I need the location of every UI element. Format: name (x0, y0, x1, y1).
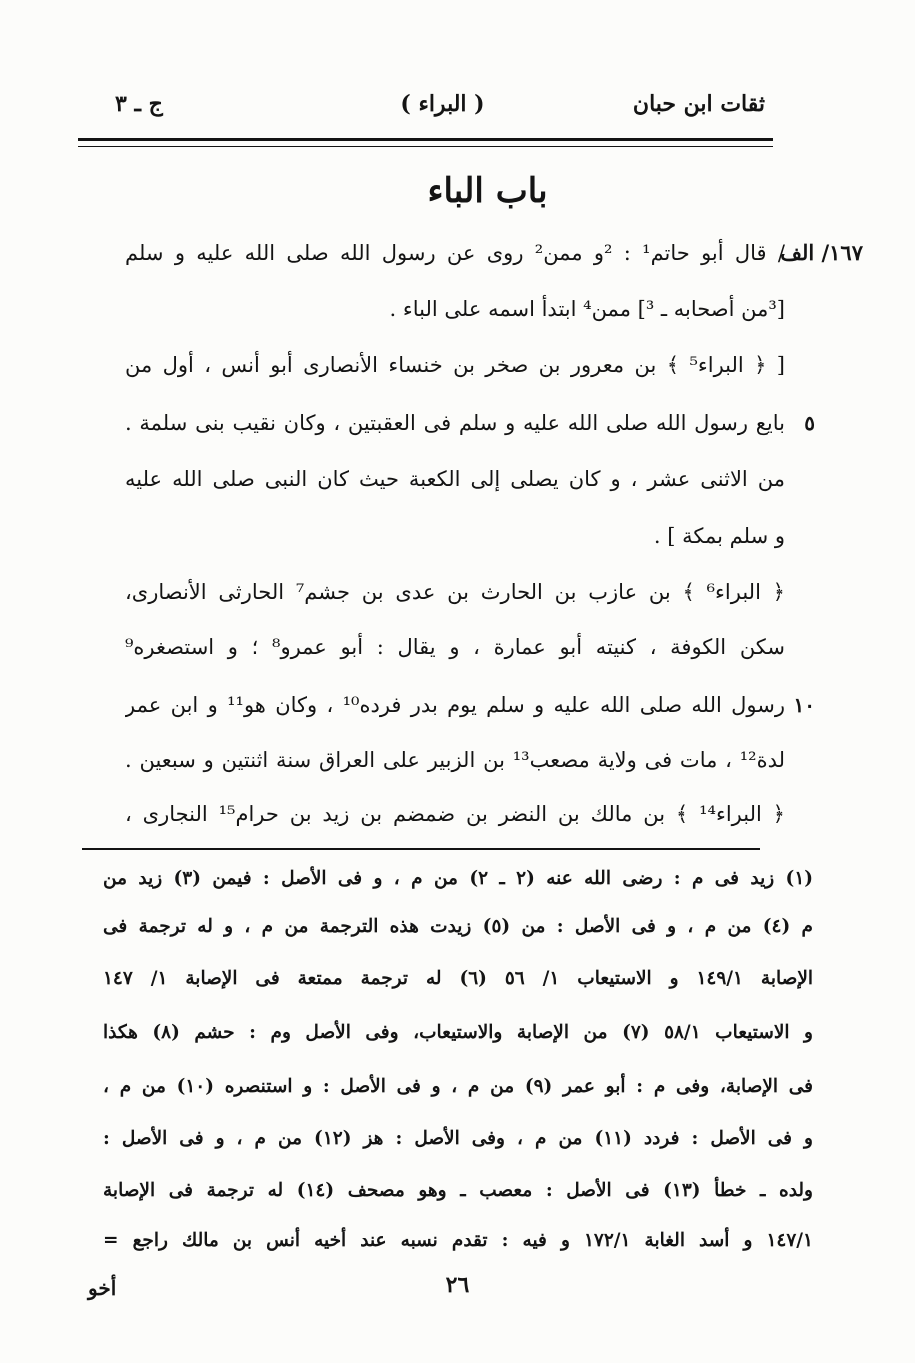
footnote-line: الإصابة ١٤٩/١ و الاستيعاب ١/ ٥٦ (٦) له ترجمة ممتعة فى الإصابة ١/ ١٤٧ (103, 968, 813, 989)
running-head-section: ( البراء ) (400, 91, 485, 117)
footnote-line: و فى الأصل : فردد (١١) من م ، وفى الأصل : هز (١٢) من م ، و فى الأصل : (103, 1128, 813, 1149)
line-number-5: ٥ (804, 411, 815, 435)
footnote-line: (١) زيد فى م : رضى الله عنه (٢ ـ ٢) من م ، و فى الأصل : فيمن (٣) زيد من (103, 868, 813, 889)
running-head-book-title: ثقات ابن حبان (632, 91, 765, 117)
footnote-line: م (٤) من م ، و فى الأصل : من (٥) زيدت هذه الترجمة من م ، و له ترجمة فى (103, 916, 813, 937)
body-line: [³من أصحابه ـ ³] ممن⁴ ابتدأ اسمه على الباء . (389, 297, 785, 321)
running-head-volume: ج ـ ٣ (115, 91, 163, 117)
body-line: ﴿ البراء¹⁴ ﴾ بن مالك بن النضر بن ضمضم بن زيد بن حرام¹⁵ النجارى ، (125, 802, 785, 826)
folio-marker: ١٦٧/ الف (780, 240, 863, 265)
footnote-line: فى الإصابة، وفى م : أبو عمر (٩) من م ، و فى الأصل : و استنصره (١٠) من م ، (103, 1076, 813, 1097)
body-line: ﴿ البراء⁶ ﴾ بن عازب بن الحارث بن عدى بن جشم⁷ الحارثى الأنصارى، (125, 580, 785, 604)
body-line: من الاثنى عشر ، و كان يصلى إلى الكعبة حيث كان النبى صلى الله عليه (125, 467, 785, 491)
body-line: رسول الله صلى الله عليه و سلم يوم بدر فرده¹⁰ ، وكان هو¹¹ و ابن عمر (125, 693, 785, 717)
page-number: ٢٦ (445, 1272, 470, 1298)
footnote-line: ١٤٧/١ و أسد الغابة ١٧٢/١ و فيه : تقدم نسبه عند أخيه أنس بن مالك راجع = (103, 1230, 813, 1251)
body-line: لدة¹² ، مات فى ولاية مصعب¹³ بن الزبير على العراق سنة اثنتين و سبعين . (125, 748, 785, 772)
header-rule-thick (78, 138, 773, 141)
body-line: بايع رسول الله صلى الله عليه و سلم فى العقبتين ، وكان نقيب بنى سلمة . (125, 411, 785, 435)
footnote-line: و الاستيعاب ٥٨/١ (٧) من الإصابة والاستيعاب، وفى الأصل وم : حشم (٨) هكذا (103, 1022, 813, 1043)
body-line: / قال أبو حاتم¹ : ²و ممن² روى عن رسول الله صلى الله عليه و سلم (125, 241, 785, 265)
catchword: أخو (88, 1276, 117, 1300)
body-line: سكن الكوفة ، كنيته أبو عمارة ، و يقال : أبو عمرو⁸ ؛ و استصغره⁹ (125, 635, 785, 659)
body-line: و سلم بمكة ] . (653, 524, 785, 548)
body-line: [ ﴿ البراء⁵ ﴾ بن معرور بن صخر بن خنساء الأنصارى أبو أنس ، أول من (125, 353, 785, 377)
footnote-line: ولده ـ خطأ (١٣) فى الأصل : معصب ـ وهو مصحف (١٤) له ترجمة فى الإصابة (103, 1180, 813, 1201)
footnote-separator (82, 848, 760, 850)
header-rule-thin (78, 146, 773, 147)
chapter-title: باب الباء (427, 171, 548, 211)
line-number-10: ١٠ (793, 693, 815, 717)
